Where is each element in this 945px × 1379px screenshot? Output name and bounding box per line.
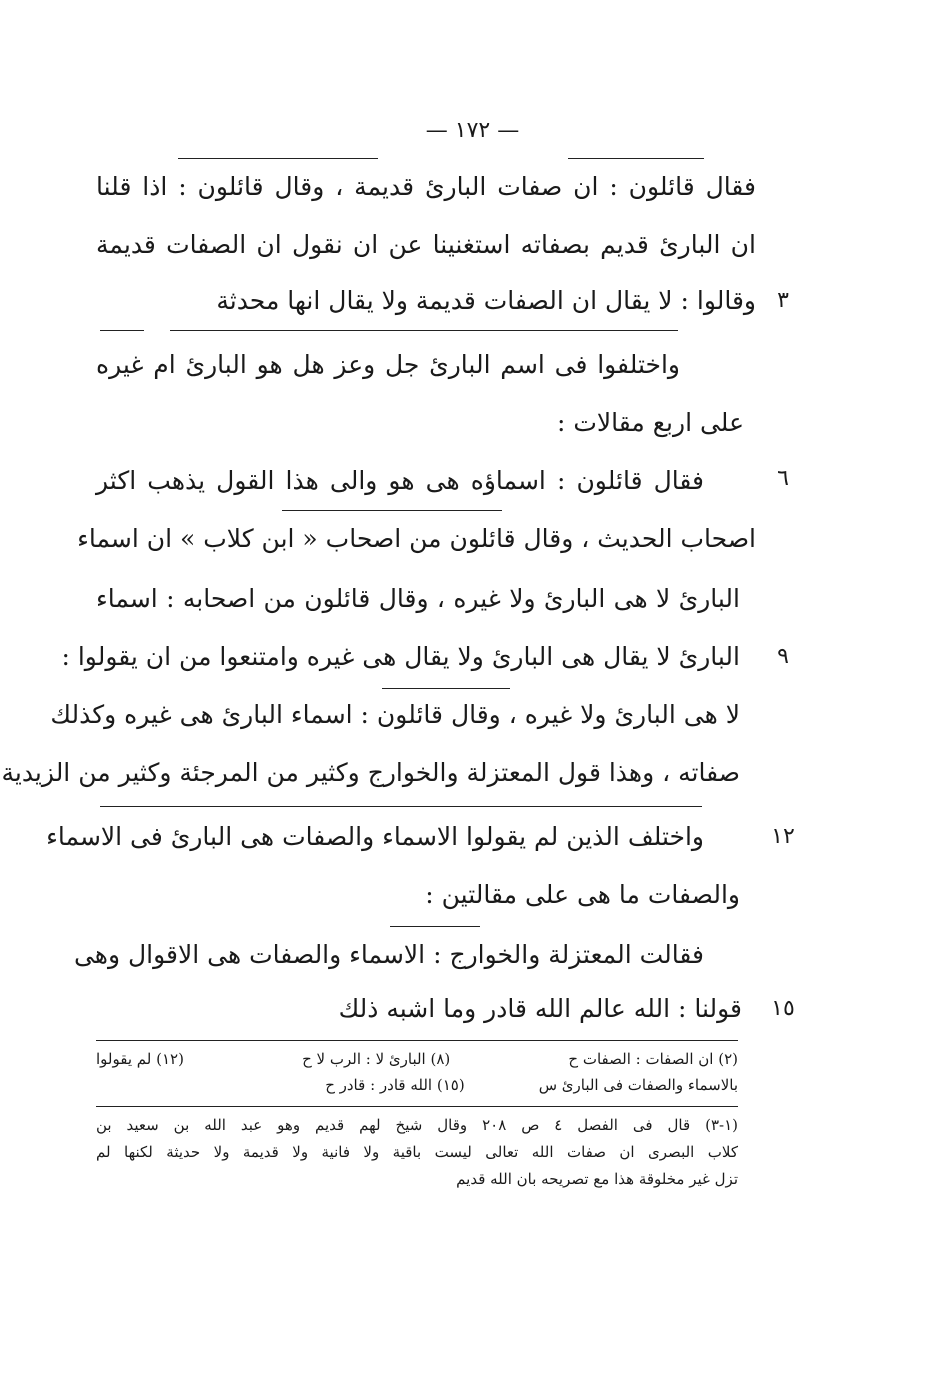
variant-entry: (١٢) لم يقولوا (96, 1050, 184, 1068)
overline-rule (382, 688, 510, 689)
apparatus-rule (96, 1040, 738, 1041)
variant-row (96, 1072, 738, 1098)
line-number-3: ٣ (777, 288, 789, 313)
text-line-1: فقال قائلون : ان صفات البارئ قديمة ، وقال قائلون : اذا قلنا (96, 172, 756, 201)
text-line-7: اصحاب الحديث ، وقال قائلون من اصحاب « ابن كلاب » ان اسماء (77, 524, 756, 553)
overline-rule (282, 510, 502, 511)
text-line-2: ان البارئ قديم بصفاته استغنينا عن ان نقول ان الصفات قديمة (96, 230, 756, 259)
text-line-11: صفاته ، وهذا قول المعتزلة والخوارج وكثير من المرجئة وكثير من الزيدية (1, 758, 740, 787)
page-number: — ١٧٢ — (425, 118, 520, 143)
text-line-3: وقالوا : لا يقال ان الصفات قديمة ولا يقال انها محدثة (216, 286, 756, 315)
text-line-6: فقال قائلون : اسماؤه هى هو والى هذا القول يذهب اكثر (96, 466, 704, 495)
line-number-9: ٩ (777, 644, 789, 669)
text-line-9: البارئ لا يقال هى البارئ ولا يقال هى غيره وامتنعوا من ان يقولوا : (61, 642, 740, 671)
text-line-5: على اربع مقالات : (556, 408, 744, 437)
text-line-13: والصفات ما هى على مقالتين : (425, 880, 740, 909)
footnote-line: كلاب البصرى ان صفات الله تعالى ليست باقية ولا فانية ولا قديمة ولا حديثة لكنها لم (96, 1143, 738, 1161)
text-line-8: البارئ لا هى البارئ ولا غيره ، وقال قائلون من اصحابه : اسماء (96, 584, 740, 613)
text-line-12: واختلف الذين لم يقولوا الاسماء والصفات هى البارئ فى الاسماء (46, 822, 704, 851)
footnote-line: (١-٣) قال فى الفصل ٤ ص ٢٠٨ وقال شيخ لهم قديم وهو عبد الله بن سعيد بن (96, 1116, 739, 1134)
overline-rule (390, 926, 480, 927)
line-number-6: ٦ (777, 466, 789, 491)
text-line-15: قولنا : الله عالم الله قادر وما اشبه ذلك (338, 994, 742, 1023)
section-rule (170, 330, 678, 331)
variant-entry: (٨) البارئ لا : الرب لا ح (302, 1050, 451, 1068)
section-rule (100, 806, 702, 807)
section-rule (100, 330, 144, 331)
note-rule (96, 1106, 738, 1107)
variant-row (96, 1046, 738, 1072)
variant-readings (96, 1046, 738, 1098)
footnote-line: تزل غير مخلوقة هذا مع تصريحه بان الله قديم (456, 1170, 738, 1188)
line-number-15: ١٥ (771, 996, 795, 1021)
overline-rule (568, 158, 704, 159)
variant-entry: بالاسماء والصفات فى البارئ س (538, 1076, 738, 1094)
overline-rule (178, 158, 378, 159)
variant-entry: (١٥) الله قادر : قادر ح (325, 1076, 465, 1094)
variant-entry: (٢) ان الصفات : الصفات ح (568, 1050, 738, 1068)
text-line-14: فقالت المعتزلة والخوارج : الاسماء والصفات هى الاقوال وهى (73, 940, 704, 969)
line-number-12: ١٢ (771, 824, 795, 849)
text-line-4: واختلفوا فى اسم البارئ جل وعز هل هو البارئ ام غيره (96, 350, 680, 379)
text-line-10: لا هى البارئ ولا غيره ، وقال قائلون : اسماء البارئ هى غيره وكذلك (50, 700, 740, 729)
